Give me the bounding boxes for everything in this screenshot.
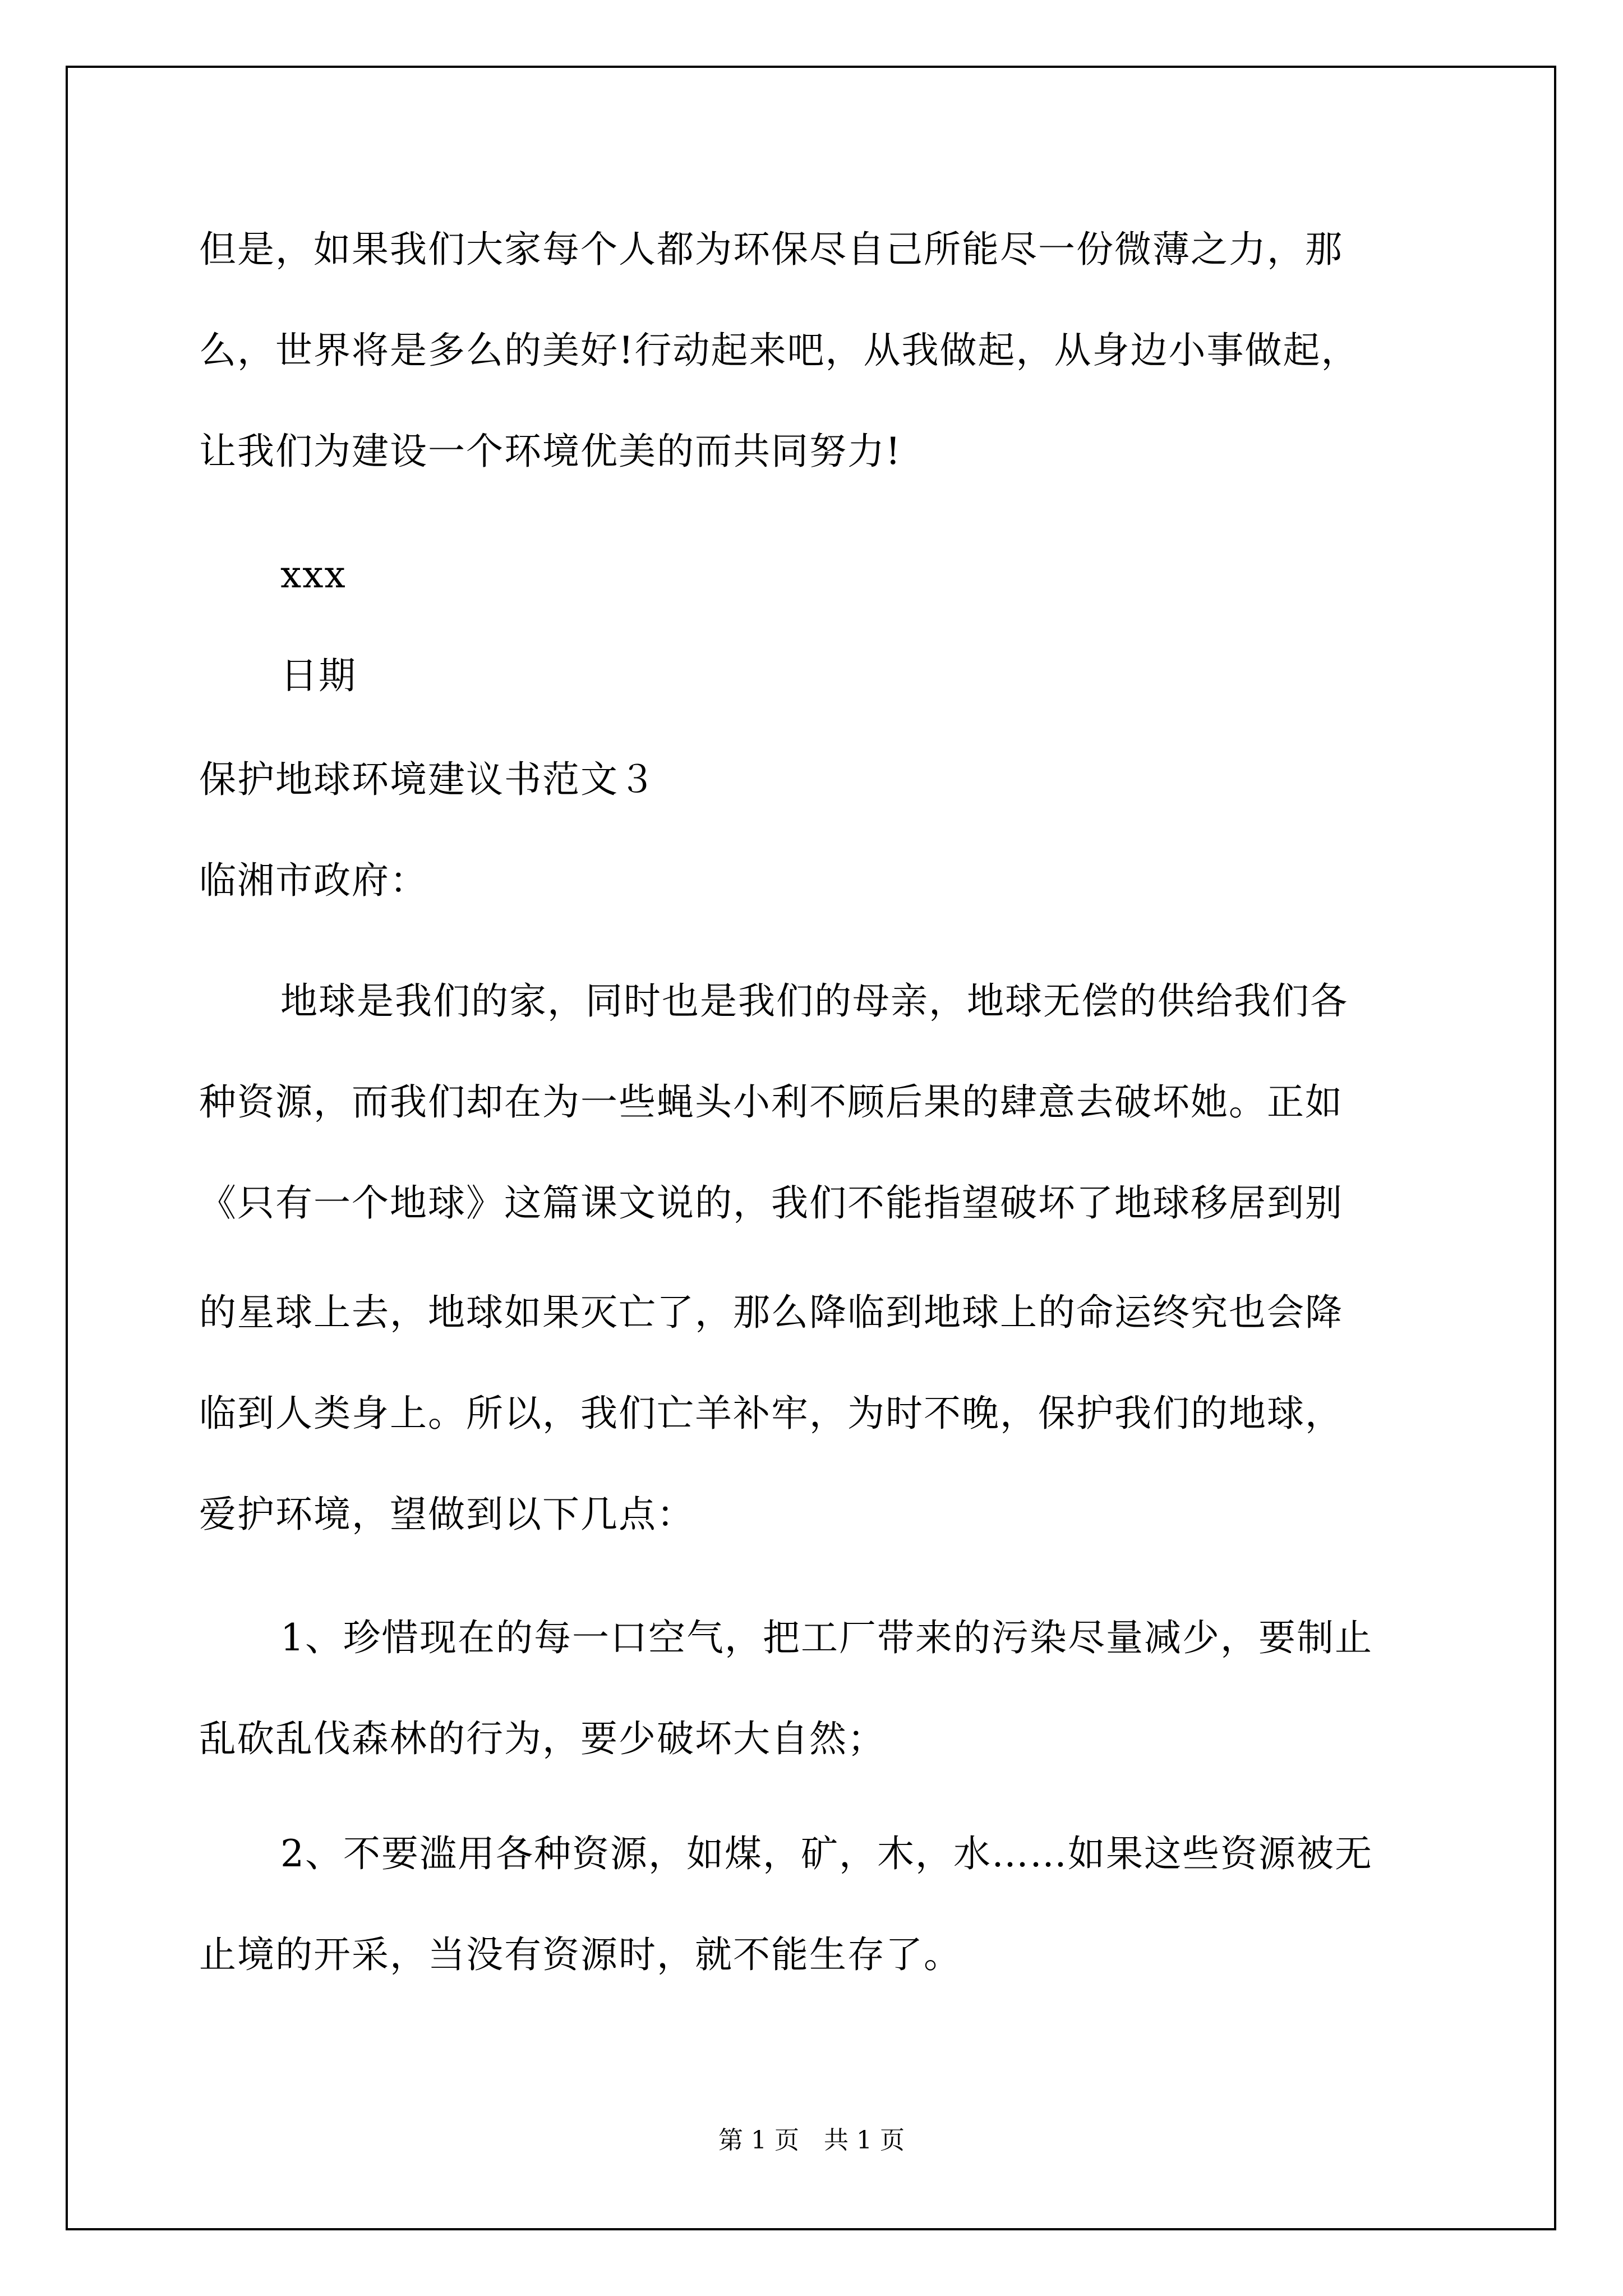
paragraph-line: 但是，如果我们大家每个人都为环保尽自己所能尽一份微薄之力，那 xyxy=(199,228,1343,271)
signature-name: xxx xyxy=(280,553,347,596)
list-item-line: 1、珍惜现在的每一口空气，把工厂带来的污染尽量减少，要制止 xyxy=(280,1616,1373,1659)
list-item-line: 2、不要滥用各种资源，如煤，矿，木，水……如果这些资源被无 xyxy=(280,1832,1373,1875)
page-border xyxy=(66,66,1556,2230)
paragraph-line: 种资源，而我们却在为一些蝇头小利不顾后果的肆意去破坏她。正如 xyxy=(199,1080,1343,1124)
paragraph-line: 么，世界将是多么的美好!行动起来吧，从我做起，从身边小事做起， xyxy=(199,329,1359,372)
paragraph-line: 让我们为建设一个环境优美的而共同努力! xyxy=(199,430,902,473)
paragraph-line: 临到人类身上。所以，我们亡羊补牢，为时不晚，保护我们的地球， xyxy=(199,1392,1343,1435)
salutation: 临湘市政府： xyxy=(199,859,428,902)
list-item-line: 乱砍乱伐森林的行为，要少破坏大自然； xyxy=(199,1717,886,1760)
list-item-line: 止境的开采，当没有资源时，就不能生存了。 xyxy=(199,1933,962,1976)
paragraph-line: 爱护环境，望做到以下几点： xyxy=(199,1493,695,1536)
section-title: 保护地球环境建议书范文３ xyxy=(199,758,657,801)
paragraph-line: 地球是我们的家，同时也是我们的母亲，地球无偿的供给我们各 xyxy=(280,979,1348,1023)
paragraph-line: 的星球上去，地球如果灭亡了，那么降临到地球上的命运终究也会降 xyxy=(199,1291,1343,1334)
signature-date: 日期 xyxy=(280,654,357,697)
paragraph-line: 《只有一个地球》这篇课文说的，我们不能指望破坏了地球移居到别 xyxy=(199,1181,1343,1225)
page-number-footer: 第 1 页 共 1 页 xyxy=(718,2126,905,2155)
